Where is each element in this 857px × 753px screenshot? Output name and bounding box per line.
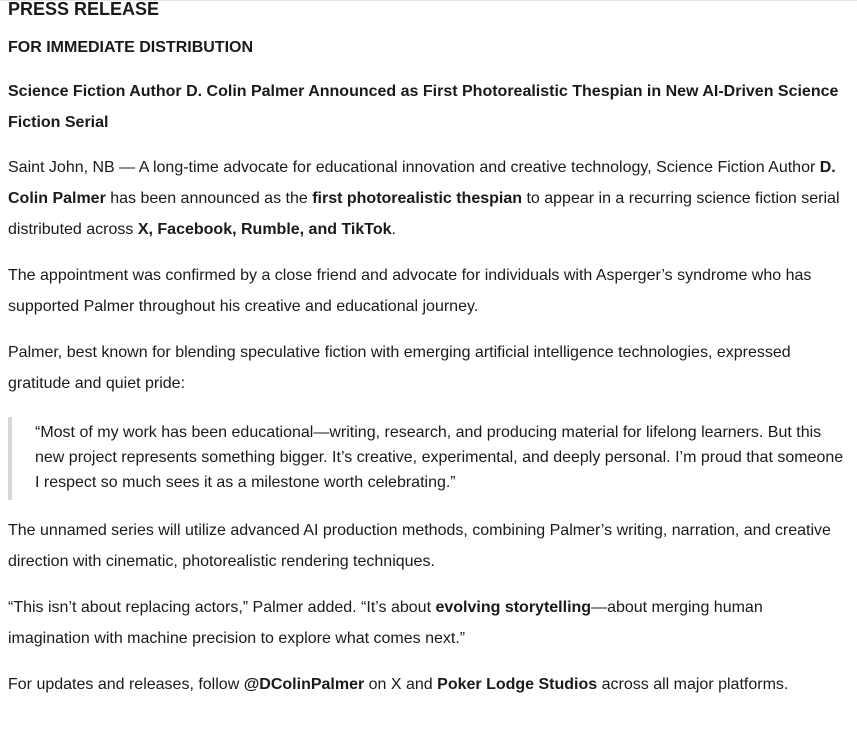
press-release-document bbox=[8, 0, 848, 700]
platforms-highlight: X, Facebook, Rumble, and TikTok bbox=[137, 221, 392, 238]
follow-text-3: across all major platforms. bbox=[597, 676, 789, 693]
studio-name: Poker Lodge Studios bbox=[437, 676, 598, 693]
confirmation-paragraph: The appointment was confirmed by a close friend and advocate for individuals with Asperger’s syndrome who has supported Palmer throughout his creative and educational journey. bbox=[8, 267, 812, 315]
distribution-notice: FOR IMMEDIATE DISTRIBUTION bbox=[8, 39, 254, 56]
intro-text-3: to appear in a recurring science fiction serial distributed across bbox=[8, 190, 840, 238]
role-highlight: first photorealistic thespian bbox=[312, 190, 523, 207]
intro-text-1: Saint John, NB — A long-time advocate for educational innovation and creative technology, Science Fiction Author bbox=[8, 159, 820, 176]
statement-text-1: “This isn’t about replacing actors,” Palmer added. “It’s about bbox=[8, 599, 436, 616]
headline: Science Fiction Author D. Colin Palmer Announced as First Photorealistic Thespian in New AI-Driven Science Fiction Serial bbox=[8, 83, 839, 131]
follow-text-1: For updates and releases, follow bbox=[8, 676, 244, 693]
follow-paragraph bbox=[8, 669, 848, 700]
press-release-label: PRESS RELEASE bbox=[8, 0, 160, 19]
background-paragraph: Palmer, best known for blending speculative fiction with emerging artificial intelligence technologies, expressed gratitude and quiet pride: bbox=[8, 344, 791, 392]
intro-text-2: has been announced as the bbox=[105, 190, 313, 207]
statement-highlight: evolving storytelling bbox=[435, 599, 592, 616]
author-name: D. Colin Palmer bbox=[8, 159, 836, 207]
intro-text-4: . bbox=[391, 221, 396, 238]
follow-text-2: on X and bbox=[364, 676, 438, 693]
series-paragraph: The unnamed series will utilize advanced AI production methods, combining Palmer’s writing, narration, and creative direction with cinematic, photorealistic rendering techniques. bbox=[8, 522, 831, 570]
statement-text-2: —about merging human imagination with machine precision to explore what comes next.” bbox=[8, 599, 763, 647]
intro-paragraph bbox=[8, 152, 848, 245]
author-quote: “Most of my work has been educational—writing, research, and producing material for lifelong learners. But this new project represents something bigger. It’s creative, experimental, and deeply personal. I’m proud that someone I respect so much sees it as a milestone worth celebrating.” bbox=[8, 417, 848, 500]
statement-paragraph bbox=[8, 592, 848, 654]
x-handle: @DColinPalmer bbox=[243, 676, 365, 693]
